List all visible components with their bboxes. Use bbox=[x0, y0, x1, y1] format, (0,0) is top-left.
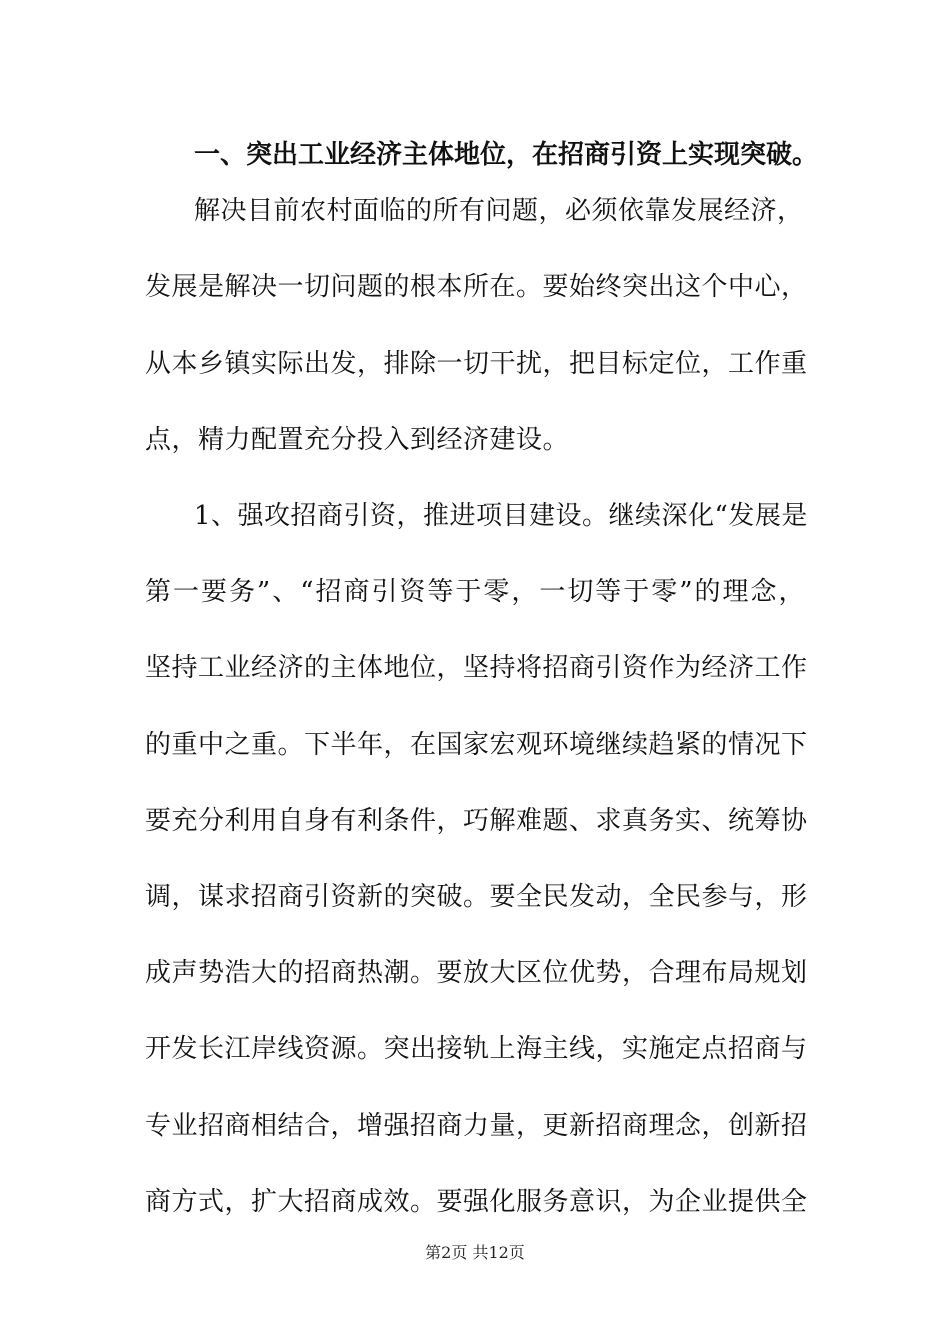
paragraph-2-line-1: 1、强攻招商引资，推进项目建设。继续深化“发展是 bbox=[194, 501, 808, 531]
paragraph-1-line-2: 发展是解决一切问题的根本所在。要始终突出这个中心， bbox=[145, 272, 808, 302]
paragraph-2-line-6: 调，谋求招商引资新的突破。要全民发动，全民参与，形 bbox=[145, 882, 808, 912]
paragraph-1-line-3: 从本乡镇实际出发，排除一切干扰，把目标定位，工作重 bbox=[145, 349, 808, 379]
section-heading: 一、突出工业经济主体地位，在招商引资上实现突破。 bbox=[194, 140, 819, 170]
page-number-footer: 第2页 共12页 bbox=[425, 1243, 525, 1262]
paragraph-2-line-2: 第一要务”、“招商引资等于零，一切等于零”的理念， bbox=[145, 577, 805, 607]
paragraph-1-line-4: 点，精力配置充分投入到经济建设。 bbox=[145, 425, 570, 455]
paragraph-2-line-7: 成声势浩大的招商热潮。要放大区位优势，合理布局规划 bbox=[145, 958, 808, 988]
paragraph-2-line-4: 的重中之重。下半年，在国家宏观环境继续趋紧的情况下 bbox=[145, 730, 808, 760]
paragraph-2-line-5: 要充分利用自身有利条件，巧解难题、求真务实、统筹协 bbox=[145, 806, 808, 836]
paragraph-2-line-10: 商方式，扩大招商成效。要强化服务意识，为企业提供全 bbox=[145, 1187, 808, 1217]
paragraph-1-line-1: 解决目前农村面临的所有问题，必须依靠发展经济， bbox=[194, 196, 804, 226]
paragraph-2-line-9: 专业招商相结合，增强招商力量，更新招商理念，创新招 bbox=[145, 1111, 808, 1141]
paragraph-2-line-8: 开发长江岸线资源。突出接轨上海主线，实施定点招商与 bbox=[145, 1034, 808, 1064]
paragraph-2-line-3: 坚持工业经济的主体地位，坚持将招商引资作为经济工作 bbox=[145, 653, 808, 683]
